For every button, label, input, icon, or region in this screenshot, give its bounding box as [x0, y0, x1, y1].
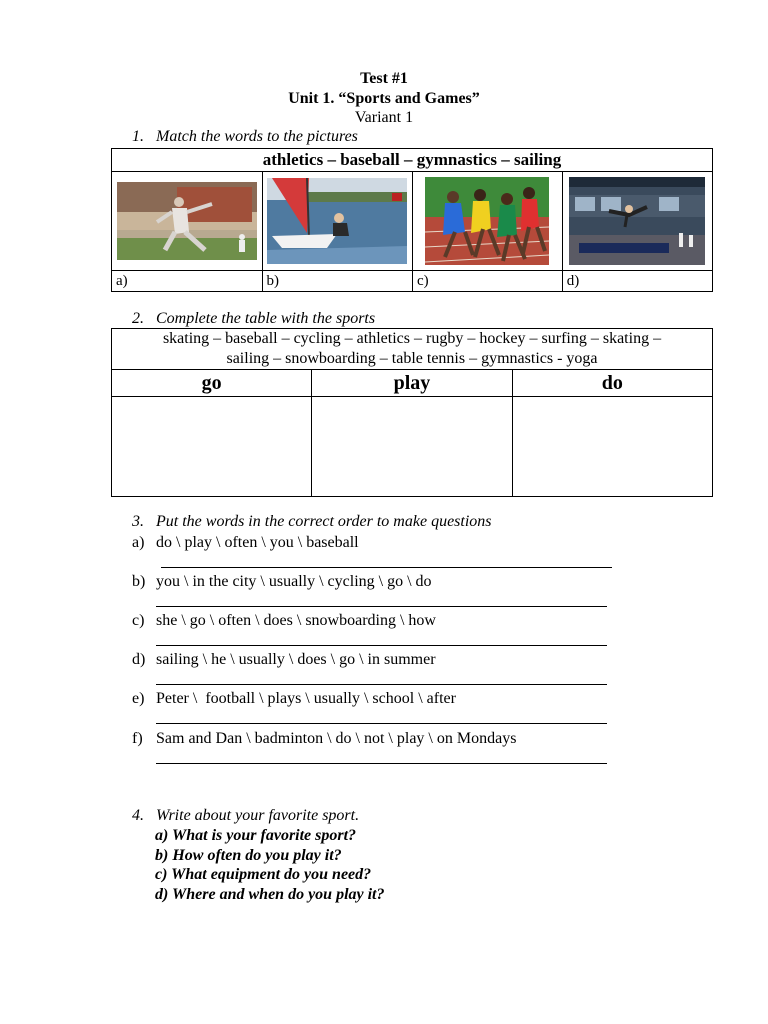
- task3-instruction: [132, 513, 492, 531]
- answer-line-d[interactable]: [156, 684, 607, 685]
- task4-question-d: d) Where and when do you play it?: [155, 886, 385, 903]
- answer-line-b[interactable]: [156, 606, 607, 607]
- match-words: athletics – baseball – gymnastics – sailing: [112, 149, 713, 172]
- question-b-letter: b): [132, 573, 146, 590]
- question-d: [132, 651, 436, 669]
- answer-line-a[interactable]: [161, 567, 612, 568]
- task4-question-a: a) What is your favorite sport?: [155, 827, 357, 844]
- task3-text: Put the words in the correct order to make questions: [156, 513, 492, 530]
- picture-cell-c: [413, 172, 563, 271]
- question-f: [132, 730, 516, 748]
- column-play: play: [312, 370, 512, 397]
- task2-text: Complete the table with the sports: [156, 310, 376, 327]
- sports-word-list: [112, 329, 713, 370]
- test-title: Test #1: [360, 70, 408, 87]
- label-d: d): [562, 271, 712, 292]
- task1-instruction: [132, 128, 358, 146]
- task4-instruction: [132, 807, 359, 825]
- play-answer-cell[interactable]: [312, 397, 512, 497]
- question-e: [132, 690, 456, 708]
- task4-question-b: b) How often do you play it?: [155, 847, 342, 864]
- answer-line-f[interactable]: [156, 763, 607, 764]
- label-b: b): [262, 271, 413, 292]
- variant-label: Variant 1: [354, 109, 414, 126]
- sports-table: [111, 328, 713, 497]
- task2-number: 2.: [132, 310, 144, 327]
- question-a-text: do \ play \ often \ you \ baseball: [156, 534, 359, 551]
- answer-line-c[interactable]: [156, 645, 607, 646]
- question-e-letter: e): [132, 690, 145, 707]
- word-list-line-2: sailing – snowboarding – table tennis – gymnastics - yoga: [226, 350, 598, 367]
- go-answer-cell[interactable]: [112, 397, 312, 497]
- task3-number: 3.: [132, 513, 144, 530]
- label-c: c): [413, 271, 563, 292]
- question-b-text: you \ in the city \ usually \ cycling \ go \ do: [156, 573, 432, 590]
- question-c: [132, 612, 436, 630]
- question-c-letter: c): [132, 612, 145, 629]
- task2-instruction: [132, 310, 375, 328]
- task4-question-c: c) What equipment do you need?: [155, 866, 372, 883]
- label-a: a): [112, 271, 263, 292]
- picture-cell-b: [262, 172, 413, 271]
- question-d-text: sailing \ he \ usually \ does \ go \ in summer: [156, 651, 436, 668]
- task1-text: Match the words to the pictures: [156, 128, 358, 145]
- athletics-picture: [425, 177, 549, 265]
- answer-line-e[interactable]: [156, 723, 607, 724]
- task4-text: Write about your favorite sport.: [156, 807, 360, 824]
- question-f-letter: f): [132, 730, 143, 747]
- do-answer-cell[interactable]: [512, 397, 712, 497]
- match-table: [111, 148, 713, 292]
- task1-number: 1.: [132, 128, 144, 145]
- question-f-text: Sam and Dan \ badminton \ do \ not \ play \ on Mondays: [156, 730, 517, 747]
- word-list-line-1: skating – baseball – cycling – athletics – rugby – hockey – surfing – skating –: [162, 330, 662, 347]
- question-e-text: Peter \ football \ plays \ usually \ school \ after: [156, 690, 456, 707]
- column-do: do: [512, 370, 712, 397]
- picture-cell-a: [112, 172, 263, 271]
- picture-cell-d: [562, 172, 712, 271]
- question-c-text: she \ go \ often \ does \ snowboarding \ how: [156, 612, 436, 629]
- gymnastics-picture: [569, 177, 705, 265]
- question-d-letter: d): [132, 651, 146, 668]
- sailing-picture: [267, 178, 407, 264]
- question-a: [132, 534, 359, 552]
- baseball-picture: [117, 182, 257, 260]
- column-go: go: [112, 370, 312, 397]
- question-b: [132, 573, 432, 591]
- unit-title: Unit 1. “Sports and Games”: [288, 90, 480, 107]
- question-a-letter: a): [132, 534, 145, 551]
- task4-number: 4.: [132, 807, 144, 824]
